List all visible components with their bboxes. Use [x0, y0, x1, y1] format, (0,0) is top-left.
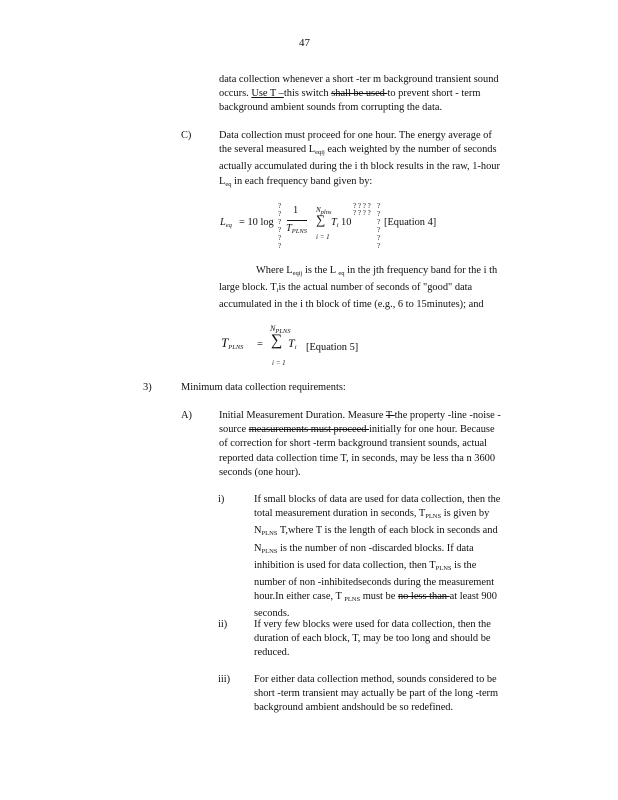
item-i-line-3: $N_{PLNS}$ T,where T is the length of each block in seconds and: [254, 525, 498, 538]
item-a-label: A): [181, 410, 192, 421]
item-ii-line-3: reduced.: [254, 647, 290, 659]
item-a-paragraph: [219, 409, 541, 480]
eq5-sum-symbol: ∑: [271, 332, 283, 349]
eq5-lhs: $T_{PLNS}$: [221, 335, 244, 351]
item-ii-line-1: If very few blocks were used for data collection, then the: [254, 619, 491, 630]
eq5-equals: =: [257, 339, 263, 350]
item-iii-line-3: background ambient andshould be so redefined.: [254, 702, 454, 714]
item-c-paragraph: [219, 129, 541, 192]
eq4-one: 1: [293, 205, 299, 216]
eq5-label: [Equation 5]: [306, 342, 359, 353]
item-a-line-2: source measurements must proceed initially for one hour. Because: [219, 424, 495, 436]
item-i-paragraph: [254, 493, 538, 622]
item-c-line-1: Data collection must proceed for one hour. The energy average of: [219, 130, 492, 141]
item-i-line-7: hour.In either case, T $_{PLNS}$ must be no less than at least 900: [254, 591, 497, 604]
eq4-lhs: $L_{eq}$: [220, 217, 232, 229]
item-iii-line-2: short -term transient may actually be part of the long -term: [254, 688, 499, 700]
eq4-ten-log: = 10 log: [239, 217, 274, 228]
item-3-heading: Minimum data collection requirements:: [181, 382, 346, 393]
item-i-line-2: total measurement duration in seconds, $T_{PLNS}$ is given by: [254, 508, 490, 521]
item-3-label: 3): [143, 382, 152, 393]
intro-line-3: background ambient sounds from corrupting the data.: [219, 102, 443, 114]
item-ii-label: ii): [218, 619, 228, 630]
item-iii-paragraph: [254, 673, 538, 716]
where-paragraph: [219, 264, 541, 313]
item-i-line-4: $N_{PLNS}$ is the number of non -discarded blocks. If data: [254, 542, 474, 555]
eq4-exponent-brackets: ? ? ? ? ? ? ? ?: [353, 202, 371, 217]
intro-line-2: occurs. Use T –this switch shall be used to prevent short - term: [219, 88, 481, 100]
eq4-ten: 10: [341, 217, 352, 228]
item-i-line-5: inhibition is used for data collection, then $T_{PLNS}$ is the: [254, 559, 477, 572]
where-line-2: large block. $T_iis$ the actual number of seconds of "good" data: [219, 282, 473, 295]
item-iii-label: iii): [218, 674, 231, 685]
eq4-left-bracket: ? ? ? ? ? ?: [278, 202, 282, 250]
where-line-3: accumulated in the i th block of time (e.g., 6 to 15minutes); and: [219, 299, 484, 311]
item-i-label: i): [218, 494, 225, 505]
item-c-line-3: actually accumulated during the i th block results in the raw, 1-hour: [219, 161, 500, 173]
item-a-line-4: reported data collection time T, in seconds, may be less tha n 3600: [219, 452, 496, 464]
eq4-fraction-bar: [287, 220, 307, 221]
item-i-line-8: seconds.: [254, 608, 290, 620]
item-i-line-6: number of non -inhibitedseconds during the measurement: [254, 577, 495, 589]
item-c-line-2: the several measured $L_{eqij}$ each weighted by the number of seconds: [219, 144, 497, 157]
eq4-t-plns: $T_{PLNS}$: [286, 223, 307, 235]
item-c-label: C): [181, 130, 192, 141]
eq5-ti: $T_i$: [288, 336, 297, 351]
item-ii-line-2: duration of each block, T, may be too long and should be: [254, 633, 491, 645]
item-a-line-3: of correction for short -term background transient sounds, actual: [219, 438, 488, 450]
eq4-sum-symbol: ∑: [316, 212, 326, 227]
eq5-n-upper: $N_{PLNS}$: [270, 324, 291, 335]
page-number: 47: [299, 37, 310, 49]
eq4-ti: $T_i$: [331, 217, 339, 229]
eq4-n-upper: Nplns: [316, 206, 332, 216]
item-ii-paragraph: [254, 618, 538, 661]
item-a-line-1: Initial Measurement Duration. Measure T the property -line -noise -: [219, 410, 501, 421]
item-c-line-4: $L_{eq}$ in each frequency band given by:: [219, 175, 373, 188]
intro-paragraph: [219, 73, 541, 116]
item-i-line-1: If small blocks of data are used for data collection, then the: [254, 494, 501, 505]
eq4-label: [Equation 4]: [384, 217, 437, 228]
eq4-i-lower: i = 1: [316, 233, 330, 241]
item-iii-line-1: For either data collection method, sounds considered to be: [254, 674, 497, 685]
intro-line-1: data collection whenever a short -ter m background transient sound: [219, 74, 499, 85]
item-a-line-5: seconds (one hour).: [219, 466, 301, 478]
eq4-right-bracket: ? ? ? ? ? ?: [377, 202, 381, 250]
eq5-i-lower: i = 1: [272, 359, 286, 367]
where-line-1: Where $L_{eqij}$ is the L $_{eq}$ in the jth frequency band for the i th: [256, 265, 498, 277]
